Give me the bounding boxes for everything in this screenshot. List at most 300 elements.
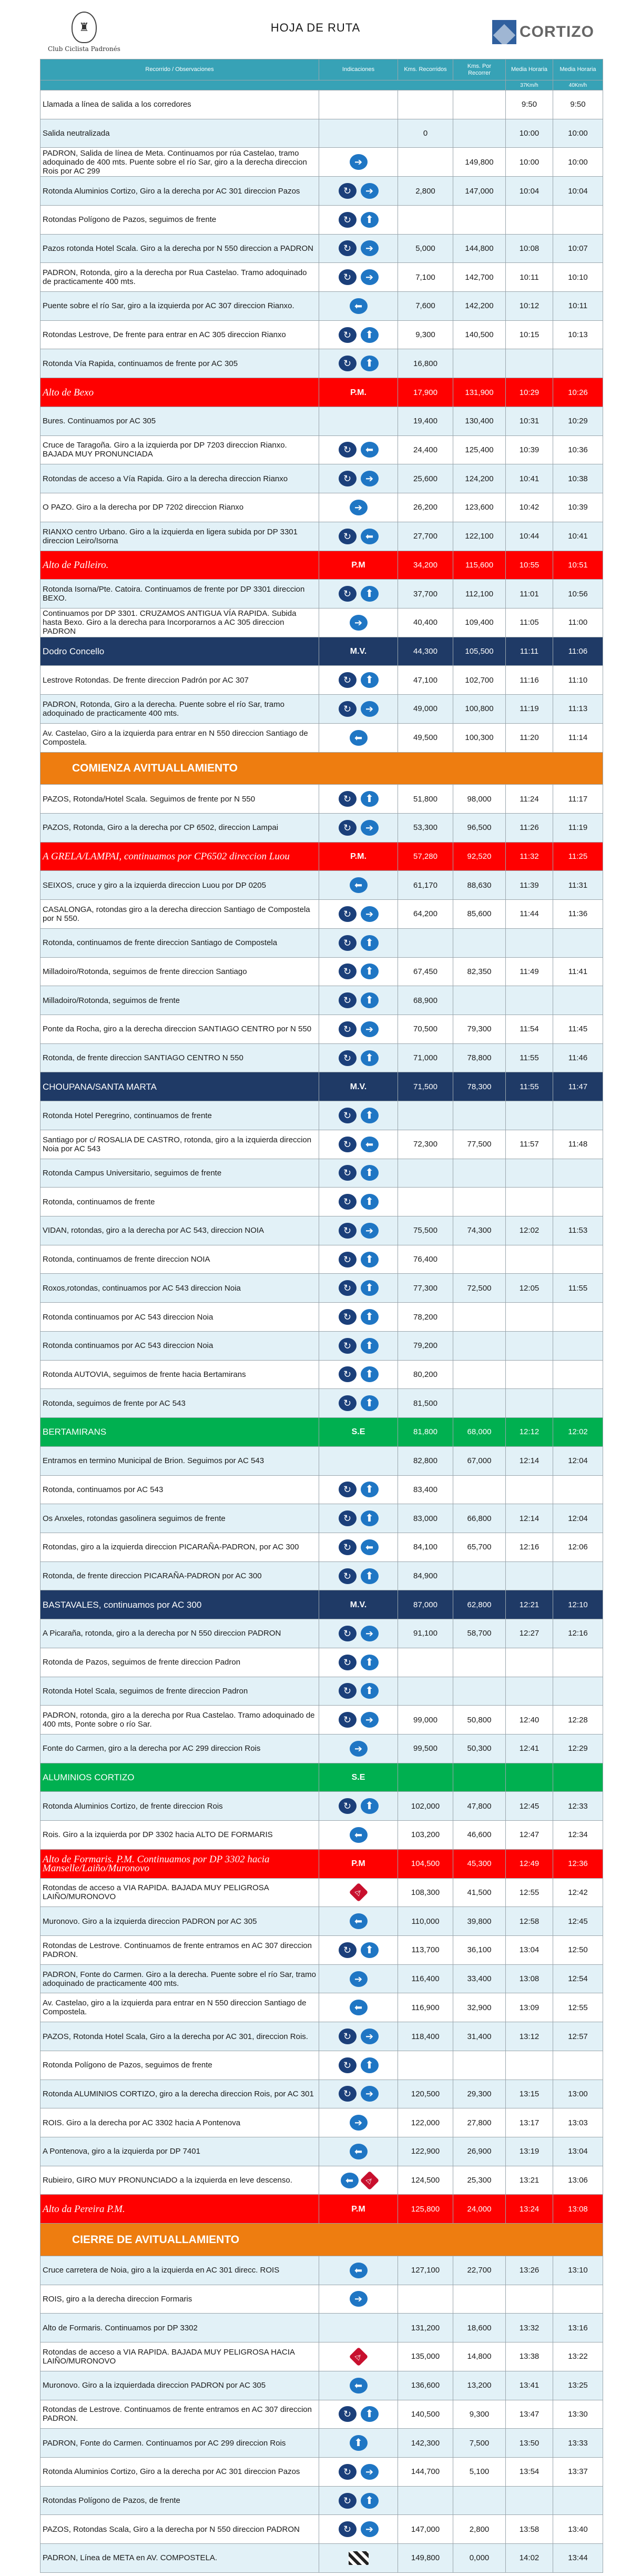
route-description: Rotonda, seguimos de frente por AC 543 — [40, 1389, 319, 1418]
avg-time-2: 13:04 — [553, 2137, 603, 2166]
km-done: 26,200 — [398, 493, 453, 522]
avg-time-1: 10:04 — [506, 177, 553, 206]
arrow-up-icon: ⬆ — [361, 1338, 379, 1354]
route-row — [40, 1907, 603, 1936]
roundabout-icon: ↻ — [339, 1165, 357, 1181]
km-done — [398, 148, 453, 177]
arrow-up-icon: ⬆ — [350, 2435, 368, 2451]
km-left — [453, 1648, 506, 1677]
km-done: 34,200 — [398, 551, 453, 580]
route-section-navy — [40, 1072, 603, 1101]
route-indications — [319, 148, 398, 177]
arrow-up-icon: ⬆ — [361, 1165, 379, 1181]
page-title: HOJA DE RUTA — [270, 21, 361, 34]
km-done: 82,800 — [398, 1446, 453, 1475]
roundabout-icon: ↻ — [339, 1280, 357, 1296]
km-left — [453, 2051, 506, 2080]
roundabout-icon: ↻ — [339, 1942, 357, 1958]
route-indications — [319, 522, 398, 551]
km-done: 142,300 — [398, 2429, 453, 2458]
route-row — [40, 2166, 603, 2195]
km-done: 47,100 — [398, 666, 453, 695]
route-row — [40, 1964, 603, 1993]
roundabout-icon: ↻ — [339, 1050, 357, 1066]
route-row — [40, 292, 603, 321]
avg-time-2: 12:34 — [553, 1821, 603, 1850]
avg-time-1: 10:42 — [506, 493, 553, 522]
roundabout-icon: ↻ — [339, 212, 357, 228]
km-done: 99,000 — [398, 1706, 453, 1735]
roundabout-icon: ↻ — [339, 2464, 357, 2480]
km-done: 144,700 — [398, 2457, 453, 2486]
route-description: Rotonda Aluminios Cortizo, Giro a la derecha por AC 301 direccion Pazos — [40, 2457, 319, 2486]
avg-time-2: 9:50 — [553, 90, 603, 119]
avg-time-2: 11:13 — [553, 695, 603, 724]
km-done — [398, 1648, 453, 1677]
route-row — [40, 2429, 603, 2458]
km-done: 108,300 — [398, 1878, 453, 1907]
km-left — [453, 1561, 506, 1590]
route-row — [40, 1245, 603, 1274]
route-indications — [319, 695, 398, 724]
avg-time-2: 12:57 — [553, 2022, 603, 2051]
roundabout-icon: ↻ — [339, 2057, 357, 2073]
arrow-up-icon: ⬆ — [361, 964, 379, 979]
route-indications — [319, 407, 398, 435]
avg-time-2: 10:11 — [553, 292, 603, 321]
route-description: A Pontenova, giro a la izquierda por DP 7401 — [40, 2137, 319, 2166]
arrow-right-icon: ➔ — [361, 269, 379, 285]
section-title: CIERRE DE AVITUALLAMIENTO — [40, 2224, 603, 2256]
avg-time-2: 12:06 — [553, 1533, 603, 1561]
route-indications: M.V. — [319, 1072, 398, 1101]
route-description: PAZOS, Rotondas Scala, Giro a la derecha por N 550 direccion PADRON — [40, 2515, 319, 2544]
km-left: 72,500 — [453, 1274, 506, 1303]
avg-time-2 — [553, 1475, 603, 1504]
avg-time-2: 10:38 — [553, 464, 603, 493]
route-indications: P.M — [319, 1849, 398, 1878]
avg-time-2: 13:03 — [553, 2108, 603, 2137]
route-indications: P.M. — [319, 378, 398, 407]
km-done: 71,000 — [398, 1043, 453, 1072]
route-indications — [319, 666, 398, 695]
route-indications: S.E — [319, 1763, 398, 1792]
route-table — [40, 59, 603, 2573]
km-left: 125,400 — [453, 435, 506, 464]
km-done: 125,800 — [398, 2195, 453, 2224]
avg-time-1: 10:39 — [506, 435, 553, 464]
km-left — [453, 986, 506, 1015]
route-description: Muronovo. Giro a la izquierdada direccion PADRON por AC 305 — [40, 2371, 319, 2400]
avg-time-1 — [506, 2051, 553, 2080]
route-indications — [319, 1043, 398, 1072]
route-indications — [319, 2108, 398, 2137]
route-description: Rotonda Aluminios Cortizo, de frente direccion Rois — [40, 1792, 319, 1821]
km-left: 77,500 — [453, 1130, 506, 1159]
route-row — [40, 1561, 603, 1590]
arrow-up-icon: ⬆ — [361, 1655, 379, 1670]
km-done: 78,200 — [398, 1303, 453, 1332]
route-row — [40, 2486, 603, 2515]
avg-time-1: 13:19 — [506, 2137, 553, 2166]
route-description: PADRON, Fonte do Carmen. Continuamos por AC 299 direccion Rois — [40, 2429, 319, 2458]
route-table-body — [40, 90, 603, 2573]
route-indications — [319, 177, 398, 206]
km-left: 124,200 — [453, 464, 506, 493]
avg-time-1: 12:21 — [506, 1590, 553, 1619]
avg-time-2: 10:07 — [553, 234, 603, 263]
roundabout-icon: ↻ — [339, 183, 357, 199]
avg-time-2: 10:39 — [553, 493, 603, 522]
avg-time-1: 10:31 — [506, 407, 553, 435]
avg-time-2 — [553, 1360, 603, 1389]
route-indications — [319, 2314, 398, 2342]
route-description: Rotondas de Lestrove. Continuamos de frente entramos en AC 307 direccion PADRON. — [40, 1936, 319, 1965]
km-done: 81,500 — [398, 1389, 453, 1418]
route-description: BERTAMIRANS — [40, 1418, 319, 1447]
route-description: A GRELA/LAMPAI, continuamos por CP6502 direccion Luou — [40, 842, 319, 871]
header-avg-1: Media Horaria — [506, 59, 553, 80]
header-km-done: Kms. Recorridos — [398, 59, 453, 80]
route-description: Rotonda Hotel Scala, seguimos de frente direccion Padron — [40, 1677, 319, 1706]
km-left: 50,800 — [453, 1706, 506, 1735]
avg-time-2: 10:36 — [553, 435, 603, 464]
route-description: PADRON, Fonte do Carmen. Giro a la derecha. Puente sobre el río Sar, tramo adoquinado de practicamente 400 mts. — [40, 1964, 319, 1993]
avg-time-2 — [553, 1245, 603, 1274]
route-row — [40, 666, 603, 695]
route-indications — [319, 292, 398, 321]
km-done — [398, 2486, 453, 2515]
route-row — [40, 205, 603, 234]
avg-time-2 — [553, 1331, 603, 1360]
route-indications — [319, 1821, 398, 1850]
km-done — [398, 928, 453, 957]
avg-time-2 — [553, 1677, 603, 1706]
km-done: 5,000 — [398, 234, 453, 263]
route-row — [40, 1734, 603, 1763]
km-left: 67,000 — [453, 1446, 506, 1475]
route-description: Milladoiro/Rotonda, seguimos de frente direccion Santiago — [40, 957, 319, 986]
avg-time-1: 13:21 — [506, 2166, 553, 2195]
km-done: 140,500 — [398, 2400, 453, 2429]
route-description: Alto de Palleiro. — [40, 551, 319, 580]
route-indications — [319, 90, 398, 119]
route-description: Rotondas de acceso a Vía Rapida. Giro a la derecha direccion Rianxo — [40, 464, 319, 493]
roundabout-icon: ↻ — [339, 1395, 357, 1411]
roundabout-icon: ↻ — [339, 964, 357, 979]
avg-time-2: 13:00 — [553, 2080, 603, 2108]
km-done — [398, 90, 453, 119]
route-description: Pazos rotonda Hotel Scala. Giro a la derecha por N 550 direccion a PADRON — [40, 234, 319, 263]
arrow-left-icon: ⬅ — [350, 2000, 368, 2015]
route-indications — [319, 957, 398, 986]
km-left: 0,000 — [453, 2544, 506, 2573]
route-description: Rotonda Vía Rapida, continuamos de frente por AC 305 — [40, 349, 319, 378]
route-section-navy — [40, 637, 603, 666]
km-done: 83,000 — [398, 1504, 453, 1533]
route-indications — [319, 1475, 398, 1504]
km-left — [453, 1159, 506, 1188]
route-row — [40, 1159, 603, 1188]
route-description: Alto de Formaris. P.M. Continuamos por DP 3302 hacia Manselle/Laiño/Muronovo — [40, 1849, 319, 1878]
arrow-right-icon: ➔ — [361, 701, 379, 717]
header-spacer — [40, 80, 506, 90]
avg-time-2 — [553, 1101, 603, 1130]
route-indications — [319, 205, 398, 234]
route-description: Rotonda ALUMINIOS CORTIZO, giro a la derecha direccion Rois, por AC 301 — [40, 2080, 319, 2108]
avg-time-2: 11:19 — [553, 813, 603, 842]
arrow-right-icon: ➔ — [350, 1971, 368, 1987]
km-done — [398, 1763, 453, 1792]
avg-time-2: 12:55 — [553, 1993, 603, 2022]
km-left — [453, 349, 506, 378]
sponsor-name: CORTIZO — [520, 23, 594, 40]
km-done: 84,900 — [398, 1561, 453, 1590]
route-description: O PAZO. Giro a la derecha por DP 7202 direccion Rianxo — [40, 493, 319, 522]
route-section-orange — [40, 752, 603, 785]
route-row — [40, 2051, 603, 2080]
km-left: 149,800 — [453, 148, 506, 177]
arrow-up-icon: ⬆ — [361, 1568, 379, 1584]
route-description: Rotonda Isorna/Pte. Catoira. Continuamos de frente por DP 3301 direccion BEXO. — [40, 580, 319, 608]
km-done: 127,100 — [398, 2256, 453, 2285]
avg-time-2: 11:17 — [553, 785, 603, 814]
km-done: 0 — [398, 119, 453, 148]
km-left: 79,300 — [453, 1015, 506, 1044]
km-left: 100,800 — [453, 695, 506, 724]
route-row — [40, 2457, 603, 2486]
roundabout-icon: ↻ — [339, 2493, 357, 2509]
roundabout-icon: ↻ — [339, 1108, 357, 1123]
km-done: 87,000 — [398, 1590, 453, 1619]
route-row — [40, 608, 603, 637]
km-left: 66,800 — [453, 1504, 506, 1533]
avg-time-2: 12:29 — [553, 1734, 603, 1763]
finish-flag-icon — [349, 2551, 369, 2565]
route-description: Rotonda, de frente direccion SANTIAGO CENTRO N 550 — [40, 1043, 319, 1072]
arrow-up-icon: ⬆ — [361, 672, 379, 688]
arrow-up-icon: ⬆ — [361, 1683, 379, 1699]
avg-time-1 — [506, 1561, 553, 1590]
danger-curve-icon: ⚠ — [349, 1883, 368, 1902]
arrow-up-icon: ⬆ — [361, 1942, 379, 1958]
roundabout-icon: ↻ — [339, 356, 357, 371]
avg-time-1 — [506, 1648, 553, 1677]
arrow-up-icon: ⬆ — [361, 1108, 379, 1123]
avg-time-2: 11:55 — [553, 1274, 603, 1303]
roundabout-icon: ↻ — [339, 1626, 357, 1641]
km-done: 149,800 — [398, 2544, 453, 2573]
km-left: 46,600 — [453, 1821, 506, 1850]
avg-time-2: 12:36 — [553, 1849, 603, 1878]
route-indications — [319, 2371, 398, 2400]
avg-time-2: 13:30 — [553, 2400, 603, 2429]
arrow-left-icon: ⬅ — [350, 2378, 368, 2394]
arrow-right-icon: ➔ — [361, 2521, 379, 2537]
roundabout-icon: ↻ — [339, 2029, 357, 2044]
avg-time-1: 13:15 — [506, 2080, 553, 2108]
km-left: 102,700 — [453, 666, 506, 695]
avg-time-1: 11:20 — [506, 723, 553, 752]
route-description: Av. Castelao, giro a la izquierda para entrar en N 550 direccion Santiago de Compostela. — [40, 1993, 319, 2022]
route-section-red — [40, 378, 603, 407]
roundabout-icon: ↻ — [339, 1309, 357, 1325]
km-left: 92,520 — [453, 842, 506, 871]
roundabout-icon: ↻ — [339, 1252, 357, 1267]
route-row — [40, 119, 603, 148]
km-done: 57,280 — [398, 842, 453, 871]
arrow-up-icon: ⬆ — [361, 1252, 379, 1267]
route-row — [40, 1706, 603, 1735]
sponsor-logo — [492, 20, 594, 44]
arrow-up-icon: ⬆ — [361, 791, 379, 807]
roundabout-icon: ↻ — [339, 442, 357, 458]
route-description: Rotondas Polígono de Pazos, de frente — [40, 2486, 319, 2515]
route-row — [40, 464, 603, 493]
km-done: 68,900 — [398, 986, 453, 1015]
avg-time-2: 10:56 — [553, 580, 603, 608]
avg-time-1 — [506, 349, 553, 378]
km-left — [453, 1475, 506, 1504]
avg-time-2: 11:46 — [553, 1043, 603, 1072]
route-row — [40, 2400, 603, 2429]
avg-time-2 — [553, 1389, 603, 1418]
arrow-left-icon: ⬅ — [341, 2173, 359, 2188]
roundabout-icon: ↻ — [339, 1712, 357, 1728]
route-description: BASTAVALES, continuamos por AC 300 — [40, 1590, 319, 1619]
route-row — [40, 1504, 603, 1533]
roundabout-icon: ↻ — [339, 1510, 357, 1526]
route-row — [40, 871, 603, 900]
route-section-green — [40, 1763, 603, 1792]
sponsor-mark-icon — [492, 20, 516, 44]
km-done: 124,500 — [398, 2166, 453, 2195]
km-left: 142,200 — [453, 292, 506, 321]
avg-time-2 — [553, 1188, 603, 1216]
route-description: Rotonda Hotel Peregrino, continuamos de frente — [40, 1101, 319, 1130]
avg-time-1: 11:19 — [506, 695, 553, 724]
arrow-right-icon: ➔ — [361, 820, 379, 836]
roundabout-icon: ↻ — [339, 240, 357, 256]
route-indications — [319, 1446, 398, 1475]
route-indications — [319, 2137, 398, 2166]
km-done: 2,800 — [398, 177, 453, 206]
km-left — [453, 119, 506, 148]
avg-time-1 — [506, 1303, 553, 1332]
roundabout-icon: ↻ — [339, 2086, 357, 2102]
avg-time-2: 11:41 — [553, 957, 603, 986]
route-indications — [319, 493, 398, 522]
km-left — [453, 1303, 506, 1332]
route-description: ROIS. Giro a la derecha por AC 3302 hacia A Pontenova — [40, 2108, 319, 2137]
km-done: 84,100 — [398, 1533, 453, 1561]
avg-time-1: 10:55 — [506, 551, 553, 580]
route-row — [40, 1360, 603, 1389]
km-done: 9,300 — [398, 320, 453, 349]
route-indications — [319, 871, 398, 900]
arrow-up-icon: ⬆ — [361, 2493, 379, 2509]
avg-time-1: 12:12 — [506, 1418, 553, 1447]
avg-time-1: 12:27 — [506, 1619, 553, 1648]
arrow-up-icon: ⬆ — [361, 1395, 379, 1411]
avg-time-2: 11:25 — [553, 842, 603, 871]
arrow-left-icon: ⬅ — [350, 2263, 368, 2278]
roundabout-icon: ↻ — [339, 2406, 357, 2422]
km-left: 32,900 — [453, 1993, 506, 2022]
avg-time-2: 11:00 — [553, 608, 603, 637]
avg-time-1: 12:14 — [506, 1446, 553, 1475]
route-row — [40, 1993, 603, 2022]
avg-time-2: 10:04 — [553, 177, 603, 206]
avg-time-1: 13:32 — [506, 2314, 553, 2342]
km-left: 13,200 — [453, 2371, 506, 2400]
route-row — [40, 2544, 603, 2573]
route-row — [40, 1446, 603, 1475]
km-done: 51,800 — [398, 785, 453, 814]
route-indications — [319, 1648, 398, 1677]
danger-curve-icon: ⚠ — [349, 2347, 368, 2367]
avg-time-1: 13:38 — [506, 2342, 553, 2371]
avg-time-1: 12:14 — [506, 1504, 553, 1533]
route-indications — [319, 2400, 398, 2429]
avg-time-2: 10:10 — [553, 263, 603, 292]
route-indications — [319, 2429, 398, 2458]
avg-time-1: 10:41 — [506, 464, 553, 493]
km-left: 96,500 — [453, 813, 506, 842]
km-done: 116,900 — [398, 1993, 453, 2022]
avg-time-2: 13:22 — [553, 2342, 603, 2371]
route-indications — [319, 1504, 398, 1533]
route-indications — [319, 1878, 398, 1907]
route-description: Rotondas Polígono de Pazos, seguimos de frente — [40, 205, 319, 234]
avg-time-1 — [506, 1331, 553, 1360]
route-row — [40, 1303, 603, 1332]
route-indications — [319, 1245, 398, 1274]
km-left: 115,600 — [453, 551, 506, 580]
arrow-left-icon: ⬅ — [361, 1137, 379, 1152]
route-indications — [319, 2022, 398, 2051]
route-row — [40, 407, 603, 435]
route-indications — [319, 320, 398, 349]
avg-time-2: 11:47 — [553, 1072, 603, 1101]
avg-time-2: 13:10 — [553, 2256, 603, 2285]
route-row — [40, 2342, 603, 2371]
km-left: 14,800 — [453, 2342, 506, 2371]
km-done — [398, 1677, 453, 1706]
roundabout-icon: ↻ — [339, 935, 357, 951]
km-done: 64,200 — [398, 900, 453, 929]
route-section-red — [40, 551, 603, 580]
section-title: COMIENZA AVITUALLAMIENTO — [40, 752, 603, 785]
km-left: 45,300 — [453, 1849, 506, 1878]
route-row — [40, 2371, 603, 2400]
roundabout-icon: ↻ — [339, 1539, 357, 1555]
avg-time-1: 13:58 — [506, 2515, 553, 2544]
danger-curve-icon: ⚠ — [360, 2171, 379, 2190]
roundabout-icon: ↻ — [339, 1338, 357, 1354]
route-indications: P.M. — [319, 842, 398, 871]
roundabout-icon: ↻ — [339, 529, 357, 544]
route-description: Rotonda, continuamos de frente — [40, 1188, 319, 1216]
arrow-right-icon: ➔ — [361, 2086, 379, 2102]
avg-time-2: 13:37 — [553, 2457, 603, 2486]
avg-time-2: 11:53 — [553, 1216, 603, 1245]
avg-time-1 — [506, 1159, 553, 1188]
header-route: Recorrido / Observaciones — [40, 59, 319, 80]
km-done: 40,400 — [398, 608, 453, 637]
arrow-left-icon: ⬅ — [350, 2144, 368, 2159]
km-left — [453, 2285, 506, 2314]
